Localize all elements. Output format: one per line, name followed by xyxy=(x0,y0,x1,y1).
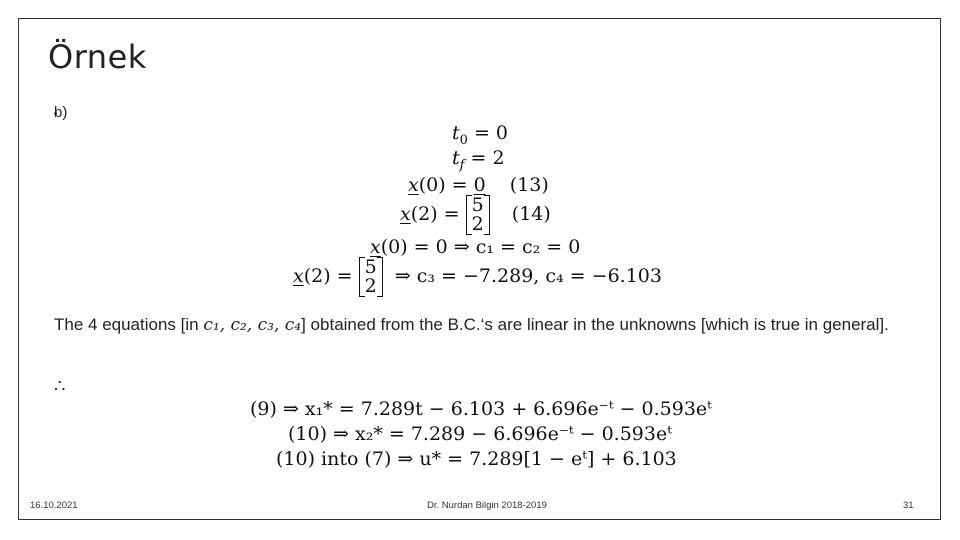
bc-initial xyxy=(370,236,580,258)
eq14-matrix xyxy=(466,196,490,234)
slide-title: Örnek xyxy=(48,38,147,76)
bc-final-matrix xyxy=(359,258,383,296)
bc-final-arg: (2) = xyxy=(303,265,359,287)
eq14-arg: (2) = xyxy=(410,203,466,225)
footer-author: Dr. Nurdan Bilgin 2018-2019 xyxy=(427,500,547,511)
x-vector-symbol: x xyxy=(408,174,419,196)
therefore-symbol: ∴ xyxy=(54,376,66,396)
bc-final-matrix-bottom: 2 xyxy=(364,275,377,297)
paragraph-pre: The 4 equations [in xyxy=(54,315,204,334)
result-x2: (10) ⇒ x₂* = 7.289 − 6.696e⁻ᵗ − 0.593eᵗ xyxy=(288,423,672,445)
bc-final xyxy=(293,258,662,296)
eq14-tag: (14) xyxy=(511,203,551,225)
equation-13 xyxy=(408,174,549,196)
bc-final-matrix-top: 5 xyxy=(364,256,377,278)
t0-symbol: t xyxy=(452,122,460,144)
tf-subscript: f xyxy=(459,157,465,173)
equation-14 xyxy=(400,196,551,234)
eq14-matrix-bottom: 2 xyxy=(471,213,484,235)
bc-final-result: ⇒ c₃ = −7.289, c₄ = −6.103 xyxy=(394,265,662,287)
eq13-tag: (13) xyxy=(509,174,549,196)
bc-initial-text: (0) = 0 ⇒ c₁ = c₂ = 0 xyxy=(380,236,581,258)
equation-tf xyxy=(452,147,505,173)
equation-t0 xyxy=(452,122,508,148)
part-label: b) xyxy=(54,104,68,121)
tf-value: = 2 xyxy=(464,147,505,169)
footer-page-number: 31 xyxy=(903,500,914,511)
eq13-zero-vector: 0 xyxy=(473,174,486,196)
explanation-paragraph xyxy=(54,314,904,336)
eq14-matrix-top: 5 xyxy=(471,194,484,216)
x-vector-symbol: x xyxy=(400,203,411,225)
paragraph-vars: c₁, c₂, c₃, c₄ xyxy=(203,315,302,335)
t0-subscript: 0 xyxy=(459,132,468,148)
result-x1: (9) ⇒ x₁* = 7.289t − 6.103 + 6.696e⁻ᵗ − 0.593eᵗ xyxy=(250,398,712,420)
t0-value: = 0 xyxy=(467,122,509,144)
x-vector-symbol: x xyxy=(293,265,304,287)
paragraph-post: ] obtained from the B.C.‘s are linear in the unknowns [which is true in general]. xyxy=(301,315,889,334)
result-u: (10) into (7) ⇒ u* = 7.289[1 − eᵗ] + 6.103 xyxy=(276,448,677,470)
tf-symbol: t xyxy=(452,147,460,169)
x-vector-symbol: x xyxy=(370,236,381,258)
footer-date: 16.10.2021 xyxy=(30,500,78,511)
eq13-arg: (0) = xyxy=(418,174,474,196)
